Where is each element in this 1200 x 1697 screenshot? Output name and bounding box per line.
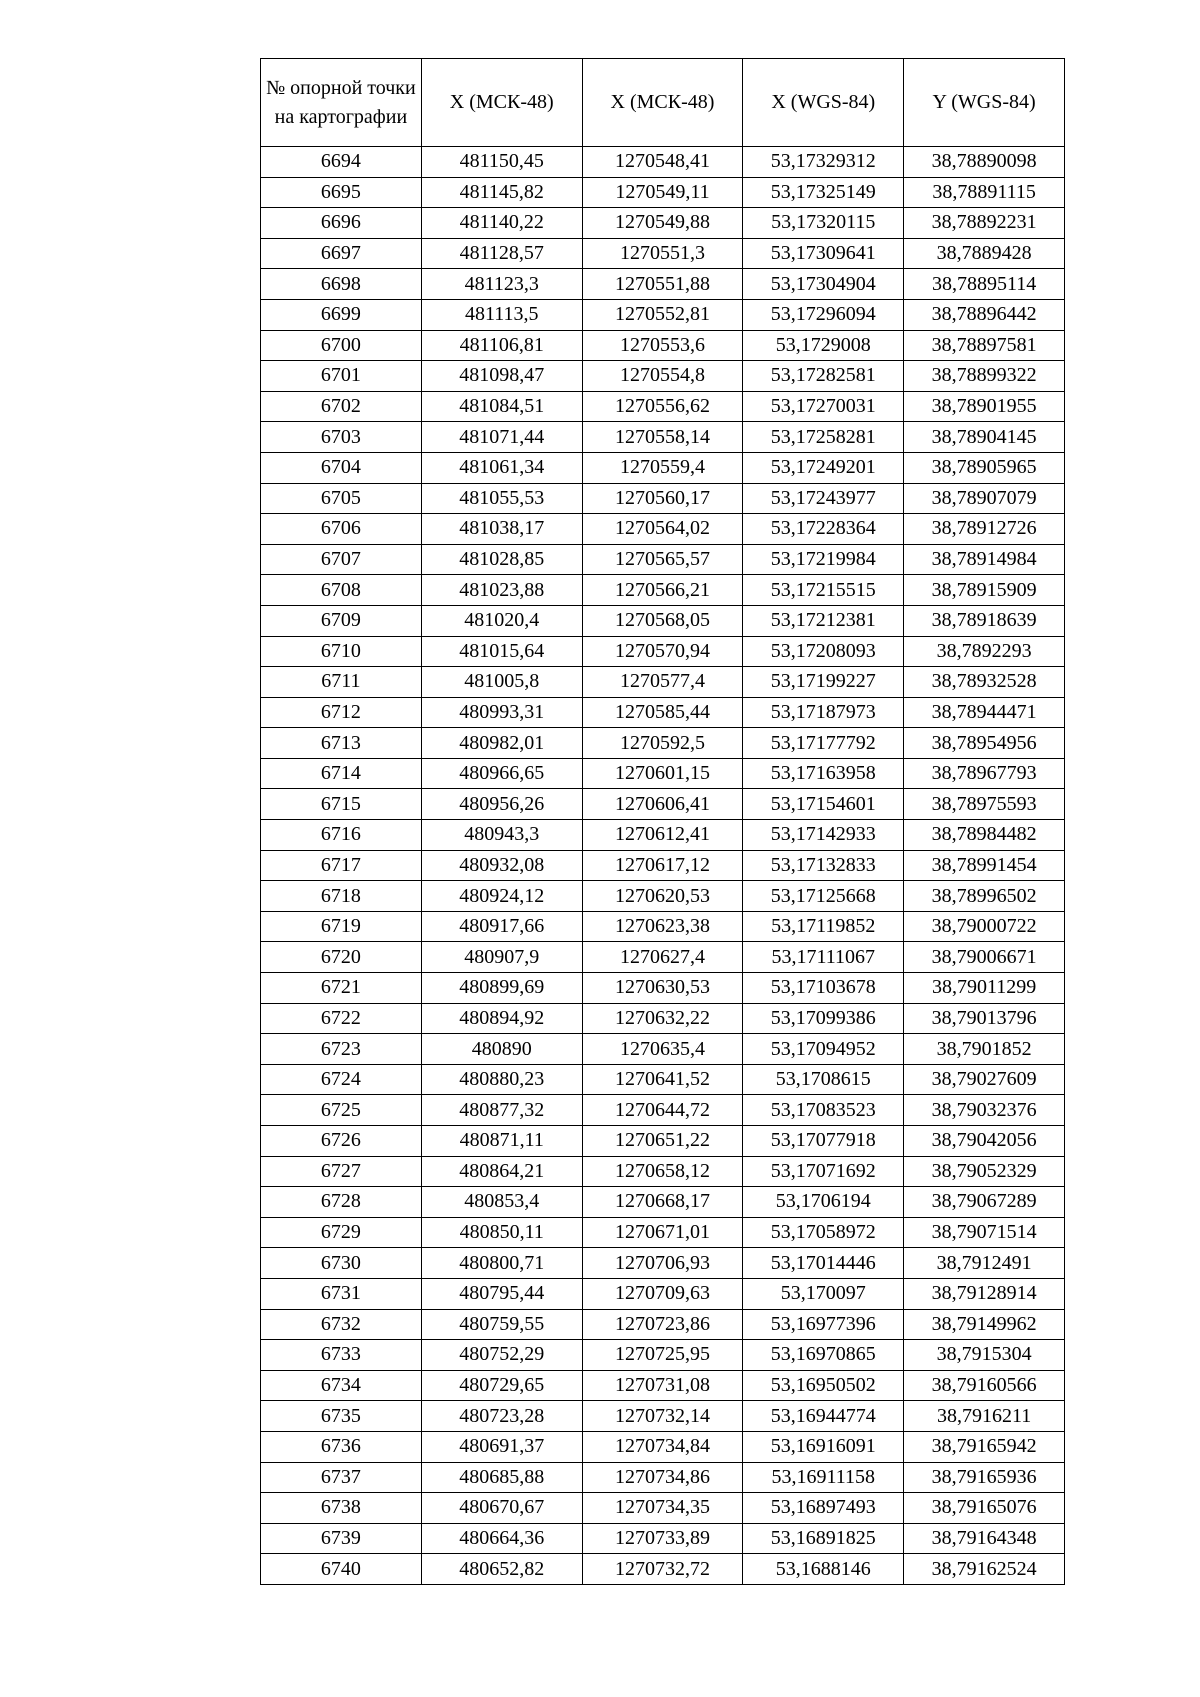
point-number-cell: 6702 bbox=[261, 391, 422, 422]
x-wgs84-cell: 53,17320115 bbox=[743, 208, 904, 239]
x-msk48-cell: 481128,57 bbox=[421, 238, 582, 269]
x-msk48-second-cell: 1270556,62 bbox=[582, 391, 743, 422]
x-msk48-second-cell: 1270627,4 bbox=[582, 942, 743, 973]
point-number-cell: 6711 bbox=[261, 667, 422, 698]
y-wgs84-cell: 38,78932528 bbox=[904, 667, 1065, 698]
table-row bbox=[261, 361, 1065, 392]
x-msk48-second-cell: 1270549,88 bbox=[582, 208, 743, 239]
point-number-cell: 6700 bbox=[261, 330, 422, 361]
table-row bbox=[261, 422, 1065, 453]
table-row bbox=[261, 1401, 1065, 1432]
point-number-cell: 6716 bbox=[261, 820, 422, 851]
x-wgs84-cell: 53,17125668 bbox=[743, 881, 904, 912]
y-wgs84-cell: 38,78991454 bbox=[904, 850, 1065, 881]
x-wgs84-cell: 53,17249201 bbox=[743, 452, 904, 483]
table-row bbox=[261, 1126, 1065, 1157]
x-wgs84-cell: 53,17219984 bbox=[743, 544, 904, 575]
x-msk48-cell: 480871,11 bbox=[421, 1126, 582, 1157]
x-wgs84-cell: 53,17212381 bbox=[743, 605, 904, 636]
table-row bbox=[261, 820, 1065, 851]
y-wgs84-cell: 38,79162524 bbox=[904, 1554, 1065, 1585]
point-number-cell: 6718 bbox=[261, 881, 422, 912]
table-row bbox=[261, 177, 1065, 208]
header-y-wgs84: Y (WGS-84) bbox=[904, 59, 1065, 147]
header-x-wgs84: X (WGS-84) bbox=[743, 59, 904, 147]
x-wgs84-cell: 53,17058972 bbox=[743, 1217, 904, 1248]
y-wgs84-cell: 38,79006671 bbox=[904, 942, 1065, 973]
table-row bbox=[261, 1370, 1065, 1401]
point-number-cell: 6708 bbox=[261, 575, 422, 606]
x-wgs84-cell: 53,17071692 bbox=[743, 1156, 904, 1187]
point-number-cell: 6725 bbox=[261, 1095, 422, 1126]
x-msk48-second-cell: 1270551,88 bbox=[582, 269, 743, 300]
x-msk48-second-cell: 1270644,72 bbox=[582, 1095, 743, 1126]
x-msk48-cell: 481098,47 bbox=[421, 361, 582, 392]
y-wgs84-cell: 38,79165936 bbox=[904, 1462, 1065, 1493]
x-wgs84-cell: 53,17132833 bbox=[743, 850, 904, 881]
x-msk48-second-cell: 1270577,4 bbox=[582, 667, 743, 698]
y-wgs84-cell: 38,79011299 bbox=[904, 973, 1065, 1004]
x-msk48-cell: 480943,3 bbox=[421, 820, 582, 851]
x-wgs84-cell: 53,17154601 bbox=[743, 789, 904, 820]
y-wgs84-cell: 38,78892231 bbox=[904, 208, 1065, 239]
x-msk48-cell: 481106,81 bbox=[421, 330, 582, 361]
x-wgs84-cell: 53,17325149 bbox=[743, 177, 904, 208]
y-wgs84-cell: 38,79160566 bbox=[904, 1370, 1065, 1401]
table-row bbox=[261, 1554, 1065, 1585]
y-wgs84-cell: 38,7892293 bbox=[904, 636, 1065, 667]
x-msk48-cell: 480752,29 bbox=[421, 1340, 582, 1371]
y-wgs84-cell: 38,79052329 bbox=[904, 1156, 1065, 1187]
x-msk48-second-cell: 1270549,11 bbox=[582, 177, 743, 208]
x-msk48-second-cell: 1270601,15 bbox=[582, 758, 743, 789]
point-number-cell: 6728 bbox=[261, 1187, 422, 1218]
x-msk48-cell: 481028,85 bbox=[421, 544, 582, 575]
y-wgs84-cell: 38,78904145 bbox=[904, 422, 1065, 453]
x-msk48-cell: 480800,71 bbox=[421, 1248, 582, 1279]
x-wgs84-cell: 53,17228364 bbox=[743, 514, 904, 545]
x-msk48-second-cell: 1270592,5 bbox=[582, 728, 743, 759]
x-msk48-cell: 481071,44 bbox=[421, 422, 582, 453]
table-row bbox=[261, 667, 1065, 698]
x-wgs84-cell: 53,17309641 bbox=[743, 238, 904, 269]
x-msk48-cell: 481020,4 bbox=[421, 605, 582, 636]
table-row bbox=[261, 238, 1065, 269]
table-row bbox=[261, 299, 1065, 330]
x-wgs84-cell: 53,1729008 bbox=[743, 330, 904, 361]
x-msk48-second-cell: 1270706,93 bbox=[582, 1248, 743, 1279]
point-number-cell: 6735 bbox=[261, 1401, 422, 1432]
point-number-cell: 6719 bbox=[261, 911, 422, 942]
x-msk48-cell: 480664,36 bbox=[421, 1523, 582, 1554]
table-row bbox=[261, 1431, 1065, 1462]
y-wgs84-cell: 38,78891115 bbox=[904, 177, 1065, 208]
x-msk48-second-cell: 1270559,4 bbox=[582, 452, 743, 483]
table-body bbox=[261, 147, 1065, 1585]
point-number-cell: 6730 bbox=[261, 1248, 422, 1279]
y-wgs84-cell: 38,79067289 bbox=[904, 1187, 1065, 1218]
x-msk48-second-cell: 1270570,94 bbox=[582, 636, 743, 667]
x-wgs84-cell: 53,17077918 bbox=[743, 1126, 904, 1157]
x-msk48-cell: 481150,45 bbox=[421, 147, 582, 178]
x-wgs84-cell: 53,17296094 bbox=[743, 299, 904, 330]
table-row bbox=[261, 636, 1065, 667]
x-msk48-second-cell: 1270709,63 bbox=[582, 1278, 743, 1309]
x-wgs84-cell: 53,17163958 bbox=[743, 758, 904, 789]
x-wgs84-cell: 53,17304904 bbox=[743, 269, 904, 300]
table-header bbox=[261, 59, 1065, 147]
point-number-cell: 6706 bbox=[261, 514, 422, 545]
x-msk48-second-cell: 1270632,22 bbox=[582, 1003, 743, 1034]
x-msk48-cell: 480670,67 bbox=[421, 1493, 582, 1524]
x-wgs84-cell: 53,1706194 bbox=[743, 1187, 904, 1218]
x-msk48-second-cell: 1270734,35 bbox=[582, 1493, 743, 1524]
y-wgs84-cell: 38,79165076 bbox=[904, 1493, 1065, 1524]
x-msk48-second-cell: 1270731,08 bbox=[582, 1370, 743, 1401]
x-msk48-cell: 480864,21 bbox=[421, 1156, 582, 1187]
point-number-cell: 6739 bbox=[261, 1523, 422, 1554]
table-row bbox=[261, 1217, 1065, 1248]
y-wgs84-cell: 38,78896442 bbox=[904, 299, 1065, 330]
table-row bbox=[261, 1095, 1065, 1126]
x-msk48-second-cell: 1270658,12 bbox=[582, 1156, 743, 1187]
point-number-cell: 6694 bbox=[261, 147, 422, 178]
table-row bbox=[261, 575, 1065, 606]
point-number-cell: 6714 bbox=[261, 758, 422, 789]
table-row bbox=[261, 942, 1065, 973]
x-msk48-second-cell: 1270564,02 bbox=[582, 514, 743, 545]
header-point-number: № опорной точки на картографии bbox=[261, 59, 422, 147]
x-wgs84-cell: 53,17142933 bbox=[743, 820, 904, 851]
point-number-cell: 6697 bbox=[261, 238, 422, 269]
table-row bbox=[261, 1034, 1065, 1065]
x-msk48-cell: 481005,8 bbox=[421, 667, 582, 698]
table-row bbox=[261, 973, 1065, 1004]
x-msk48-cell: 481055,53 bbox=[421, 483, 582, 514]
x-wgs84-cell: 53,16911158 bbox=[743, 1462, 904, 1493]
x-msk48-cell: 480723,28 bbox=[421, 1401, 582, 1432]
point-number-cell: 6736 bbox=[261, 1431, 422, 1462]
x-msk48-cell: 480907,9 bbox=[421, 942, 582, 973]
y-wgs84-cell: 38,7916211 bbox=[904, 1401, 1065, 1432]
point-number-cell: 6721 bbox=[261, 973, 422, 1004]
x-msk48-second-cell: 1270560,17 bbox=[582, 483, 743, 514]
y-wgs84-cell: 38,78899322 bbox=[904, 361, 1065, 392]
point-number-cell: 6701 bbox=[261, 361, 422, 392]
table-row bbox=[261, 728, 1065, 759]
x-wgs84-cell: 53,17243977 bbox=[743, 483, 904, 514]
x-wgs84-cell: 53,170097 bbox=[743, 1278, 904, 1309]
table-row bbox=[261, 1248, 1065, 1279]
point-number-cell: 6738 bbox=[261, 1493, 422, 1524]
x-msk48-cell: 481038,17 bbox=[421, 514, 582, 545]
point-number-cell: 6705 bbox=[261, 483, 422, 514]
table-row bbox=[261, 269, 1065, 300]
table-row bbox=[261, 1003, 1065, 1034]
table-row bbox=[261, 1278, 1065, 1309]
table-row bbox=[261, 147, 1065, 178]
point-number-cell: 6737 bbox=[261, 1462, 422, 1493]
x-msk48-second-cell: 1270734,84 bbox=[582, 1431, 743, 1462]
table-row bbox=[261, 1523, 1065, 1554]
point-number-cell: 6734 bbox=[261, 1370, 422, 1401]
header-x-msk48: X (МСК-48) bbox=[421, 59, 582, 147]
table-row bbox=[261, 758, 1065, 789]
y-wgs84-cell: 38,78890098 bbox=[904, 147, 1065, 178]
x-wgs84-cell: 53,17094952 bbox=[743, 1034, 904, 1065]
table-row bbox=[261, 1462, 1065, 1493]
x-msk48-second-cell: 1270668,17 bbox=[582, 1187, 743, 1218]
x-msk48-second-cell: 1270612,41 bbox=[582, 820, 743, 851]
x-wgs84-cell: 53,17258281 bbox=[743, 422, 904, 453]
table-row bbox=[261, 1340, 1065, 1371]
x-msk48-second-cell: 1270606,41 bbox=[582, 789, 743, 820]
x-msk48-second-cell: 1270552,81 bbox=[582, 299, 743, 330]
x-msk48-second-cell: 1270551,3 bbox=[582, 238, 743, 269]
point-number-cell: 6710 bbox=[261, 636, 422, 667]
table-row bbox=[261, 789, 1065, 820]
x-msk48-second-cell: 1270641,52 bbox=[582, 1064, 743, 1095]
table-row bbox=[261, 452, 1065, 483]
x-wgs84-cell: 53,17215515 bbox=[743, 575, 904, 606]
point-number-cell: 6698 bbox=[261, 269, 422, 300]
y-wgs84-cell: 38,78996502 bbox=[904, 881, 1065, 912]
x-msk48-second-cell: 1270630,53 bbox=[582, 973, 743, 1004]
y-wgs84-cell: 38,78915909 bbox=[904, 575, 1065, 606]
x-msk48-cell: 480917,66 bbox=[421, 911, 582, 942]
x-msk48-second-cell: 1270732,14 bbox=[582, 1401, 743, 1432]
y-wgs84-cell: 38,78918639 bbox=[904, 605, 1065, 636]
coordinates-table bbox=[260, 58, 1065, 1585]
table-row bbox=[261, 605, 1065, 636]
y-wgs84-cell: 38,79027609 bbox=[904, 1064, 1065, 1095]
x-msk48-cell: 481061,34 bbox=[421, 452, 582, 483]
x-wgs84-cell: 53,17111067 bbox=[743, 942, 904, 973]
x-msk48-cell: 480877,32 bbox=[421, 1095, 582, 1126]
x-wgs84-cell: 53,16897493 bbox=[743, 1493, 904, 1524]
x-wgs84-cell: 53,17270031 bbox=[743, 391, 904, 422]
table-row bbox=[261, 208, 1065, 239]
y-wgs84-cell: 38,78967793 bbox=[904, 758, 1065, 789]
point-number-cell: 6720 bbox=[261, 942, 422, 973]
x-msk48-second-cell: 1270566,21 bbox=[582, 575, 743, 606]
y-wgs84-cell: 38,78914984 bbox=[904, 544, 1065, 575]
x-msk48-cell: 480691,37 bbox=[421, 1431, 582, 1462]
x-msk48-second-cell: 1270568,05 bbox=[582, 605, 743, 636]
y-wgs84-cell: 38,78984482 bbox=[904, 820, 1065, 851]
table-row bbox=[261, 1156, 1065, 1187]
x-msk48-cell: 480956,26 bbox=[421, 789, 582, 820]
y-wgs84-cell: 38,7915304 bbox=[904, 1340, 1065, 1371]
table-row bbox=[261, 881, 1065, 912]
table-row bbox=[261, 391, 1065, 422]
x-msk48-cell: 480924,12 bbox=[421, 881, 582, 912]
point-number-cell: 6707 bbox=[261, 544, 422, 575]
x-wgs84-cell: 53,16977396 bbox=[743, 1309, 904, 1340]
x-wgs84-cell: 53,17103678 bbox=[743, 973, 904, 1004]
x-msk48-cell: 481123,3 bbox=[421, 269, 582, 300]
x-msk48-cell: 481140,22 bbox=[421, 208, 582, 239]
x-wgs84-cell: 53,16944774 bbox=[743, 1401, 904, 1432]
point-number-cell: 6729 bbox=[261, 1217, 422, 1248]
point-number-cell: 6724 bbox=[261, 1064, 422, 1095]
header-x-msk48-second: X (МСК-48) bbox=[582, 59, 743, 147]
table-row bbox=[261, 850, 1065, 881]
x-msk48-cell: 481084,51 bbox=[421, 391, 582, 422]
point-number-cell: 6703 bbox=[261, 422, 422, 453]
y-wgs84-cell: 38,7912491 bbox=[904, 1248, 1065, 1279]
x-msk48-cell: 480932,08 bbox=[421, 850, 582, 881]
header-row bbox=[261, 59, 1065, 147]
x-msk48-second-cell: 1270558,14 bbox=[582, 422, 743, 453]
x-wgs84-cell: 53,17177792 bbox=[743, 728, 904, 759]
x-wgs84-cell: 53,17282581 bbox=[743, 361, 904, 392]
table-row bbox=[261, 544, 1065, 575]
y-wgs84-cell: 38,79013796 bbox=[904, 1003, 1065, 1034]
x-msk48-second-cell: 1270554,8 bbox=[582, 361, 743, 392]
x-msk48-second-cell: 1270548,41 bbox=[582, 147, 743, 178]
y-wgs84-cell: 38,79071514 bbox=[904, 1217, 1065, 1248]
y-wgs84-cell: 38,7901852 bbox=[904, 1034, 1065, 1065]
table-row bbox=[261, 1187, 1065, 1218]
x-wgs84-cell: 53,16970865 bbox=[743, 1340, 904, 1371]
point-number-cell: 6727 bbox=[261, 1156, 422, 1187]
x-msk48-cell: 480982,01 bbox=[421, 728, 582, 759]
y-wgs84-cell: 38,78944471 bbox=[904, 697, 1065, 728]
x-msk48-cell: 480685,88 bbox=[421, 1462, 582, 1493]
y-wgs84-cell: 38,78912726 bbox=[904, 514, 1065, 545]
x-wgs84-cell: 53,17083523 bbox=[743, 1095, 904, 1126]
x-wgs84-cell: 53,17014446 bbox=[743, 1248, 904, 1279]
x-msk48-cell: 481113,5 bbox=[421, 299, 582, 330]
x-msk48-cell: 480850,11 bbox=[421, 1217, 582, 1248]
table-row bbox=[261, 1493, 1065, 1524]
y-wgs84-cell: 38,79165942 bbox=[904, 1431, 1065, 1462]
x-msk48-cell: 480966,65 bbox=[421, 758, 582, 789]
x-msk48-cell: 480890 bbox=[421, 1034, 582, 1065]
y-wgs84-cell: 38,78895114 bbox=[904, 269, 1065, 300]
y-wgs84-cell: 38,7889428 bbox=[904, 238, 1065, 269]
x-wgs84-cell: 53,17199227 bbox=[743, 667, 904, 698]
y-wgs84-cell: 38,79128914 bbox=[904, 1278, 1065, 1309]
x-msk48-second-cell: 1270733,89 bbox=[582, 1523, 743, 1554]
x-msk48-second-cell: 1270732,72 bbox=[582, 1554, 743, 1585]
x-wgs84-cell: 53,17187973 bbox=[743, 697, 904, 728]
x-msk48-cell: 481023,88 bbox=[421, 575, 582, 606]
table-row bbox=[261, 1064, 1065, 1095]
x-msk48-cell: 480759,55 bbox=[421, 1309, 582, 1340]
y-wgs84-cell: 38,78907079 bbox=[904, 483, 1065, 514]
x-msk48-second-cell: 1270623,38 bbox=[582, 911, 743, 942]
point-number-cell: 6704 bbox=[261, 452, 422, 483]
x-msk48-second-cell: 1270620,53 bbox=[582, 881, 743, 912]
x-msk48-second-cell: 1270651,22 bbox=[582, 1126, 743, 1157]
point-number-cell: 6696 bbox=[261, 208, 422, 239]
x-msk48-second-cell: 1270725,95 bbox=[582, 1340, 743, 1371]
table-row bbox=[261, 911, 1065, 942]
x-msk48-cell: 480795,44 bbox=[421, 1278, 582, 1309]
y-wgs84-cell: 38,78954956 bbox=[904, 728, 1065, 759]
point-number-cell: 6731 bbox=[261, 1278, 422, 1309]
x-wgs84-cell: 53,1688146 bbox=[743, 1554, 904, 1585]
y-wgs84-cell: 38,78905965 bbox=[904, 452, 1065, 483]
x-msk48-cell: 480894,92 bbox=[421, 1003, 582, 1034]
y-wgs84-cell: 38,79032376 bbox=[904, 1095, 1065, 1126]
table-row bbox=[261, 330, 1065, 361]
y-wgs84-cell: 38,79000722 bbox=[904, 911, 1065, 942]
x-wgs84-cell: 53,17119852 bbox=[743, 911, 904, 942]
x-msk48-cell: 480899,69 bbox=[421, 973, 582, 1004]
x-msk48-cell: 481015,64 bbox=[421, 636, 582, 667]
x-msk48-second-cell: 1270585,44 bbox=[582, 697, 743, 728]
x-wgs84-cell: 53,16916091 bbox=[743, 1431, 904, 1462]
x-wgs84-cell: 53,16950502 bbox=[743, 1370, 904, 1401]
table-row bbox=[261, 483, 1065, 514]
point-number-cell: 6695 bbox=[261, 177, 422, 208]
table-row bbox=[261, 697, 1065, 728]
y-wgs84-cell: 38,79042056 bbox=[904, 1126, 1065, 1157]
y-wgs84-cell: 38,79149962 bbox=[904, 1309, 1065, 1340]
point-number-cell: 6722 bbox=[261, 1003, 422, 1034]
point-number-cell: 6699 bbox=[261, 299, 422, 330]
x-msk48-cell: 481145,82 bbox=[421, 177, 582, 208]
x-msk48-second-cell: 1270553,6 bbox=[582, 330, 743, 361]
point-number-cell: 6732 bbox=[261, 1309, 422, 1340]
table-row bbox=[261, 514, 1065, 545]
y-wgs84-cell: 38,78901955 bbox=[904, 391, 1065, 422]
point-number-cell: 6723 bbox=[261, 1034, 422, 1065]
point-number-cell: 6715 bbox=[261, 789, 422, 820]
x-msk48-second-cell: 1270723,86 bbox=[582, 1309, 743, 1340]
point-number-cell: 6733 bbox=[261, 1340, 422, 1371]
x-msk48-cell: 480880,23 bbox=[421, 1064, 582, 1095]
point-number-cell: 6740 bbox=[261, 1554, 422, 1585]
x-wgs84-cell: 53,17099386 bbox=[743, 1003, 904, 1034]
y-wgs84-cell: 38,79164348 bbox=[904, 1523, 1065, 1554]
point-number-cell: 6717 bbox=[261, 850, 422, 881]
x-wgs84-cell: 53,17208093 bbox=[743, 636, 904, 667]
point-number-cell: 6726 bbox=[261, 1126, 422, 1157]
point-number-cell: 6709 bbox=[261, 605, 422, 636]
point-number-cell: 6713 bbox=[261, 728, 422, 759]
x-msk48-cell: 480729,65 bbox=[421, 1370, 582, 1401]
table-row bbox=[261, 1309, 1065, 1340]
x-wgs84-cell: 53,16891825 bbox=[743, 1523, 904, 1554]
x-msk48-second-cell: 1270635,4 bbox=[582, 1034, 743, 1065]
x-wgs84-cell: 53,17329312 bbox=[743, 147, 904, 178]
x-msk48-second-cell: 1270671,01 bbox=[582, 1217, 743, 1248]
x-wgs84-cell: 53,1708615 bbox=[743, 1064, 904, 1095]
x-msk48-cell: 480993,31 bbox=[421, 697, 582, 728]
y-wgs84-cell: 38,78975593 bbox=[904, 789, 1065, 820]
point-number-cell: 6712 bbox=[261, 697, 422, 728]
x-msk48-cell: 480652,82 bbox=[421, 1554, 582, 1585]
x-msk48-second-cell: 1270734,86 bbox=[582, 1462, 743, 1493]
x-msk48-second-cell: 1270565,57 bbox=[582, 544, 743, 575]
x-msk48-second-cell: 1270617,12 bbox=[582, 850, 743, 881]
x-msk48-cell: 480853,4 bbox=[421, 1187, 582, 1218]
y-wgs84-cell: 38,78897581 bbox=[904, 330, 1065, 361]
